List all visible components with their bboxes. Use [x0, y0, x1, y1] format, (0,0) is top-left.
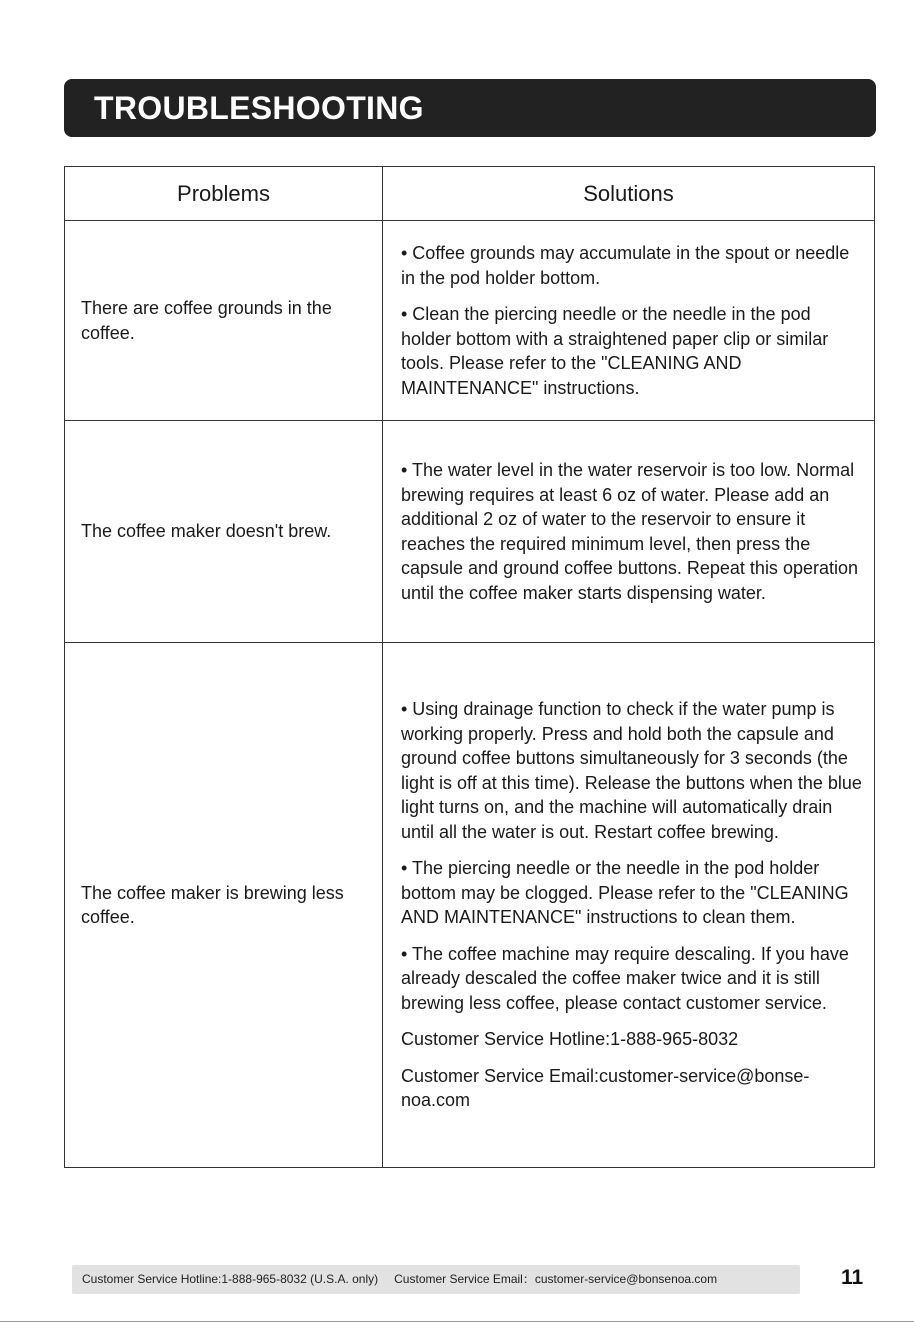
footer-hotline: Customer Service Hotline:1-888-965-8032 (U.S.A. only): [82, 1272, 379, 1286]
bottom-divider: [0, 1321, 914, 1322]
solution-item: • The piercing needle or the needle in the pod holder bottom may be clogged. Please refer to the "CLEANING AND MAINTENANCE" instructions to clean them.: [401, 858, 849, 928]
problem-cell: There are coffee grounds in the coffee.: [65, 221, 383, 421]
column-header-solutions: Solutions: [383, 167, 875, 221]
page-number: 11: [841, 1266, 864, 1289]
footer-email: Customer Service Email：customer-service@bonsenoa.com: [394, 1272, 718, 1286]
section-header-bar: [64, 79, 876, 137]
column-header-problems: Problems: [65, 167, 383, 221]
troubleshooting-table: [64, 166, 875, 1168]
solution-cell: [383, 421, 875, 643]
customer-service-email: Customer Service Email:customer-service@bonse-noa.com: [401, 1065, 810, 1111]
solution-item: • The water level in the water reservoir is too low. Normal brewing requires at least 6 oz of water. Please add an additional 2 oz of water to the reservoir to ensure it reaches the required minimum level, then press the capsule and ground coffee buttons. Repeat this operation until the coffee maker starts dispensing water.: [401, 460, 858, 603]
table-row: [65, 421, 875, 643]
solution-cell: [383, 221, 875, 421]
table-header-row: [65, 167, 875, 221]
solution-item: • Clean the piercing needle or the needle in the pod holder bottom with a straightened paper clip or similar tools. Please refer to the "CLEANING AND MAINTENANCE" instructions.: [401, 304, 829, 398]
problem-cell: The coffee maker doesn't brew.: [65, 421, 383, 643]
solution-item: • Coffee grounds may accumulate in the spout or needle in the pod holder bottom.: [401, 243, 850, 288]
table-row: [65, 643, 875, 1168]
footer-contact-text: [82, 1272, 717, 1287]
table-row: [65, 221, 875, 421]
problem-cell: The coffee maker is brewing less coffee.: [65, 643, 383, 1168]
solution-cell: [383, 643, 875, 1168]
section-title: TROUBLESHOOTING: [94, 90, 424, 126]
solution-item: • Using drainage function to check if the water pump is working properly. Press and hold both the capsule and ground coffee buttons simultaneously for 3 seconds (the light is off at this time). Release the buttons when the blue light turns on, and the machine will automatically drain until all the water is out. Restart coffee brewing.: [401, 699, 862, 842]
customer-service-hotline: Customer Service Hotline:1-888-965-8032: [401, 1029, 739, 1050]
footer-contact-bar: [72, 1265, 800, 1294]
solution-item: • The coffee machine may require descaling. If you have already descaled the coffee maker twice and it is still brewing less coffee, please contact customer service.: [401, 943, 849, 1013]
